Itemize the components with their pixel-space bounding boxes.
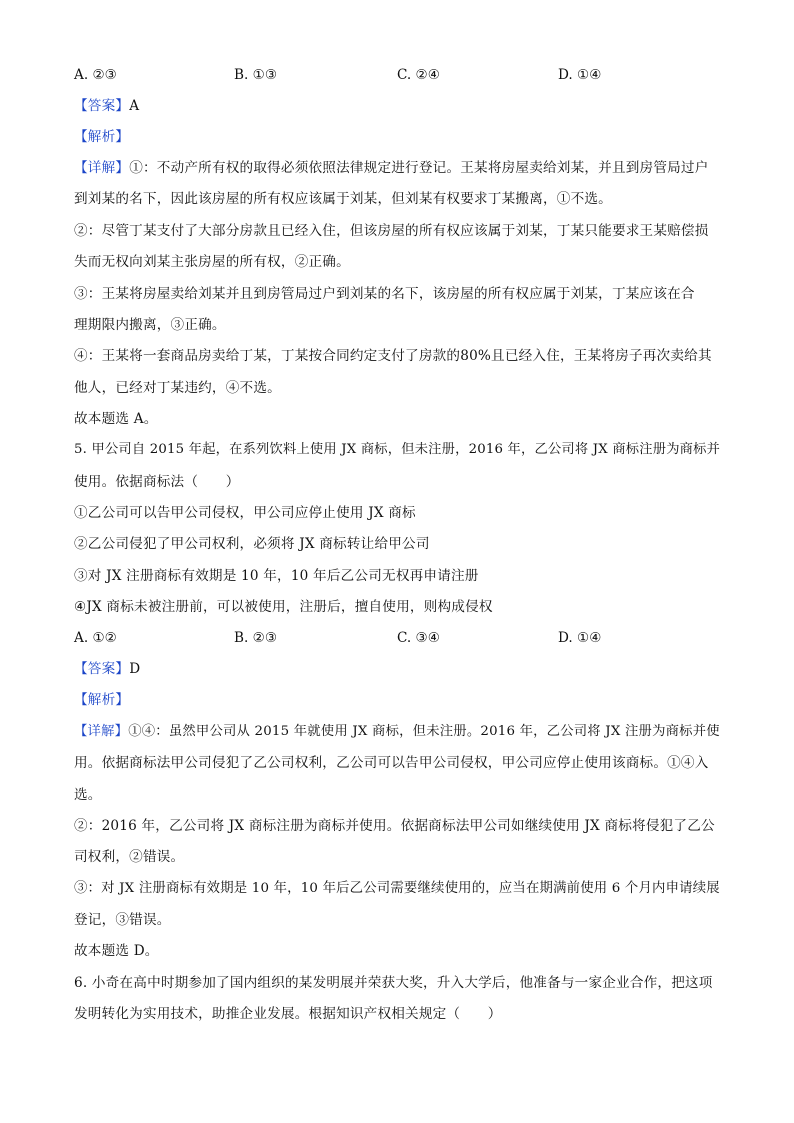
answer-tag: 【答案】 (74, 98, 130, 114)
detail-line: 理期限内搬离，③正确。 (74, 317, 226, 333)
option-d: D. ①④ (558, 67, 602, 83)
detail-line: 到刘某的名下，因此该房屋的所有权应该属于刘某，但刘某有权要求丁某搬离，①不选。 (74, 191, 612, 207)
detail-line: 他人，已经对丁某违约，④不选。 (74, 380, 281, 396)
detail-line: ②：2016 年，乙公司将 JX 商标注册为商标并使用。依据商标法甲公司如继续使用 JX 商标将侵犯了乙公 (74, 818, 715, 834)
answer-line (74, 660, 140, 678)
detail-line: 登记，③错误。 (74, 912, 171, 928)
detail-text: ①④：虽然甲公司从 2015 年就使用 JX 商标，但未注册。2016 年，乙公司将 JX 注册为商标并使 (128, 724, 720, 739)
option-a: A. ①② (74, 630, 117, 646)
answer-tag: 【答案】 (74, 661, 130, 677)
detail-line (74, 723, 720, 741)
detail-line: ③：对 JX 注册商标有效期是 10 年，10 年后乙公司需要继续使用的，应当在期满前使用 6 个月内申请续展 (74, 881, 720, 896)
option-a: A. ②③ (74, 67, 117, 83)
answer-line (74, 97, 139, 115)
question-stem: 6. 小奇在高中时期参加了国内组织的某发明展并荣获大奖，升入大学后，他准备与一家企业合作，把这项 (74, 975, 713, 991)
detail-text: ①：不动产所有权的取得必须依照法律规定进行登记。王某将房屋卖给刘某，并且到房管局过户 (129, 160, 709, 176)
statement: ②乙公司侵犯了甲公司权利，必须将 JX 商标转让给甲公司 (74, 536, 430, 552)
option-b: B. ②③ (234, 630, 278, 646)
conclusion: 故本题选 A。 (74, 411, 158, 427)
detail-line: 选。 (74, 787, 102, 803)
detail-line: 失而无权向刘某主张房屋的所有权，②正确。 (74, 254, 350, 270)
analysis-tag: 【解析】 (74, 692, 130, 708)
detail-line: ②：尽管丁某支付了大部分房款且已经入住，但该房屋的所有权应该属于刘某，丁某只能要求王某赔偿损 (74, 223, 709, 239)
detail-tag: 【详解】 (74, 724, 129, 739)
option-c: C. ②④ (397, 67, 440, 83)
option-b: B. ①③ (234, 67, 278, 83)
answer-value: A (129, 98, 140, 114)
analysis-tag: 【解析】 (74, 129, 130, 145)
question-stem: 使用。依据商标法（ ） (74, 474, 240, 490)
detail-line: ③：王某将房屋卖给刘某并且到房管局过户到刘某的名下，该房屋的所有权应属于刘某，丁某应该在合 (74, 286, 695, 302)
detail-line: 司权利，②错误。 (74, 849, 185, 865)
detail-line: 用。依据商标法甲公司侵犯了乙公司权利，乙公司可以告甲公司侵权，甲公司应停止使用该商标。①④入 (74, 755, 709, 771)
question-stem: 发明转化为实用技术，助推企业发展。根据知识产权相关规定（ ） (74, 1006, 502, 1022)
detail-tag: 【详解】 (74, 160, 130, 176)
option-d: D. ①④ (558, 630, 602, 646)
conclusion: 故本题选 D。 (74, 943, 159, 959)
question-stem: 5. 甲公司自 2015 年起，在系列饮料上使用 JX 商标，但未注册，2016 年，乙公司将 JX 商标注册为商标并 (74, 442, 721, 457)
detail-line (74, 159, 709, 177)
detail-line: ④：王某将一套商品房卖给丁某，丁某按合同约定支付了房款的80%且已经入住，王某将房子再次卖给其 (74, 348, 712, 364)
option-c: C. ③④ (397, 630, 440, 646)
statement: ④JX 商标未被注册前，可以被使用，注册后，擅自使用，则构成侵权 (74, 599, 493, 615)
statement: ③对 JX 注册商标有效期是 10 年，10 年后乙公司无权再申请注册 (74, 568, 479, 584)
statement: ①乙公司可以告甲公司侵权，甲公司应停止使用 JX 商标 (74, 505, 416, 521)
answer-value: D (129, 661, 141, 677)
